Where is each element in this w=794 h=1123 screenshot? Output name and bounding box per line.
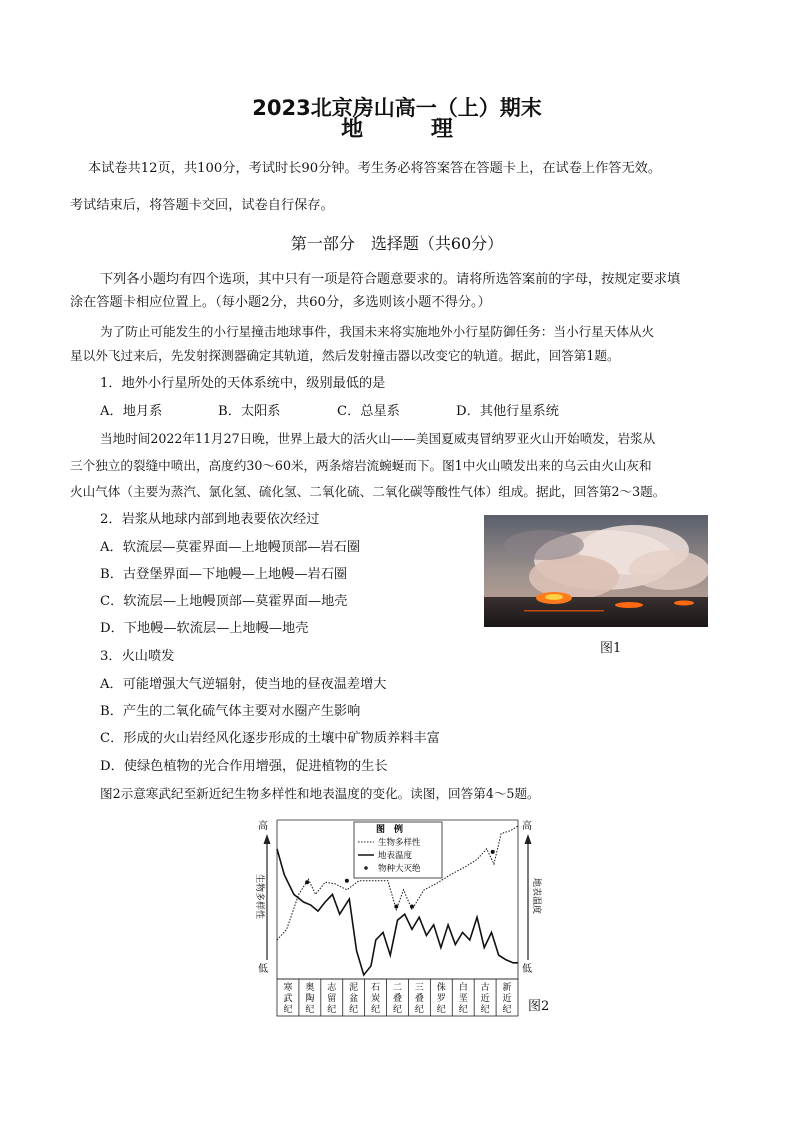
q1-option-d: D．其他行星系统 — [456, 404, 559, 419]
legend-biodiversity: 生物多样性 — [378, 838, 421, 848]
period-label-char: 寒 — [283, 983, 293, 993]
period-label-char: 侏 — [436, 983, 446, 993]
period-label-char: 纪 — [371, 1005, 381, 1015]
q3-stem: 3．火山喷发 — [100, 649, 175, 664]
extinction-point-5 — [491, 850, 495, 854]
period-label-char: 近 — [480, 994, 490, 1004]
q1-stem: 1．地外小行星所处的天体系统中，级别最低的是 — [100, 376, 386, 391]
volcano-photo — [484, 515, 708, 627]
instruction-line-2: 涂在答题卡相应位置上。（每小题2分，共60分，多选则该小题不得分。） — [70, 295, 491, 310]
period-label-char: 纪 — [436, 1005, 446, 1015]
period-label-char: 纪 — [349, 1005, 359, 1015]
section-title: 第一部分 选择题（共60分） — [290, 234, 504, 253]
q2-option-a: A．软流层—莫霍界面—上地幔顶部—岩石圈 — [100, 540, 361, 555]
right-low-label: 低 — [522, 964, 532, 975]
extinction-point-4 — [410, 905, 414, 909]
period-label-char: 新 — [502, 983, 512, 993]
period-label-char: 志 — [327, 983, 337, 993]
fig1-caption: 图1 — [600, 641, 622, 656]
period-label-char: 奥 — [305, 983, 315, 993]
period-label-char: 泥 — [349, 983, 359, 993]
intro-line-2: 考试结束后，将答题卡交回，试卷自行保存。 — [70, 198, 334, 213]
period-label-char: 纪 — [327, 1005, 337, 1015]
period-label-char: 古 — [480, 983, 490, 993]
period-label-char: 盆 — [349, 994, 359, 1004]
right-axis-arrow-head — [525, 834, 532, 844]
period-label-char: 三 — [414, 983, 424, 993]
passage3: 图2示意寒武纪至新近纪生物多样性和地表温度的变化。读图，回答第4～5题。 — [100, 786, 540, 801]
q1-option-b: B．太阳系 — [218, 404, 281, 419]
legend-title: 图 例 — [376, 825, 404, 835]
period-label-char: 叠 — [414, 994, 424, 1004]
q2-option-d: D．下地幔—软流层—上地幔—地壳 — [100, 621, 309, 636]
page-title: 2023北京房山高一（上）期末 — [252, 96, 542, 120]
q3-option-c: C．形成的火山岩经风化逐步形成的土壤中矿物质养料丰富 — [100, 731, 440, 746]
passage1-line-2: 星以外飞过来后，先发射探测器确定其轨道，然后发射撞击器以改变它的轨道。据此，回答第1题。 — [70, 348, 620, 363]
biodiversity-temperature-chart — [250, 812, 555, 1020]
extinction-point-3 — [394, 905, 398, 909]
period-label-char: 罗 — [436, 994, 446, 1004]
fig2-caption: 图2 — [528, 999, 550, 1014]
left-high-label: 高 — [258, 821, 268, 832]
period-label-char: 叠 — [392, 994, 403, 1004]
left-axis-label: 生物多样性 — [254, 874, 264, 920]
period-label-char: 武 — [283, 994, 293, 1004]
right-high-label: 高 — [522, 821, 532, 832]
legend-extinction-swatch — [364, 866, 368, 870]
q2-option-b: B．古登堡界面—下地幔—上地幔—岩石圈 — [100, 567, 348, 582]
period-label-char: 陶 — [305, 994, 315, 1004]
period-label-char: 白 — [458, 983, 468, 993]
passage2-line-1: 当地时间2022年11月27日晚，世界上最大的活火山——美国夏威夷冒纳罗亚火山开始喷发，岩浆从 — [100, 431, 656, 446]
extinction-point-2 — [345, 879, 349, 883]
period-label-char: 垩 — [458, 994, 468, 1004]
left-axis-arrow-head — [264, 834, 271, 844]
q1-option-a: A．地月系 — [100, 404, 163, 419]
period-label-char: 纪 — [458, 1005, 468, 1015]
period-label-char: 纪 — [283, 1005, 293, 1015]
period-label-char: 二 — [392, 983, 403, 993]
legend-extinction: 物种大灭绝 — [378, 864, 421, 874]
q1-option-c: C．总星系 — [337, 404, 400, 419]
instruction-line-1: 下列各小题均有四个选项，其中只有一项是符合题意要求的。请将所选答案前的字母，按规定要求填 — [100, 272, 681, 287]
passage1-line-1: 为了防止可能发生的小行星撞击地球事件，我国未来将实施地外小行星防御任务：当小行星天体从火 — [100, 324, 655, 339]
period-label-char: 石 — [371, 983, 381, 993]
extinction-point-1 — [305, 880, 309, 884]
intro-line-1: 本试卷共12页，共100分，考试时长90分钟。考生务必将答案答在答题卡上，在试卷上作答无效。 — [88, 161, 662, 176]
passage2-line-3: 火山气体（主要为蒸汽、氯化氢、硫化氢、二氧化硫、二氧化碳等酸性气体）组成。据此，回答第2～3题。 — [70, 484, 666, 499]
period-label-char: 炭 — [371, 994, 381, 1004]
period-label-char: 纪 — [305, 1005, 315, 1015]
legend-temperature: 地表温度 — [378, 851, 413, 861]
period-label-char: 留 — [327, 994, 337, 1004]
q3-option-a: A．可能增强大气逆辐射，使当地的昼夜温差增大 — [100, 677, 387, 692]
period-label-char: 纪 — [414, 1005, 424, 1015]
period-label-char: 纪 — [502, 1005, 512, 1015]
q3-option-d: D．使绿色植物的光合作用增强，促进植物的生长 — [100, 759, 388, 774]
passage2-line-2: 三个独立的裂缝中喷出，高度约30～60米，两条熔岩流蜿蜒而下。图1中火山喷发出来的乌云由火山灰和 — [70, 458, 652, 473]
q3-option-b: B．产生的二氧化硫气体主要对水圈产生影响 — [100, 704, 361, 719]
subject-title: 地 理 — [341, 117, 483, 142]
period-label-char: 纪 — [480, 1005, 490, 1015]
right-axis-label: 地表温度 — [531, 878, 541, 915]
q2-option-c: C．软流层—上地幔顶部—莫霍界面—地壳 — [100, 594, 348, 609]
q2-stem: 2．岩浆从地球内部到地表要依次经过 — [100, 512, 320, 527]
left-low-label: 低 — [258, 964, 268, 975]
period-label-char: 近 — [502, 994, 512, 1004]
period-label-char: 纪 — [392, 1005, 403, 1015]
